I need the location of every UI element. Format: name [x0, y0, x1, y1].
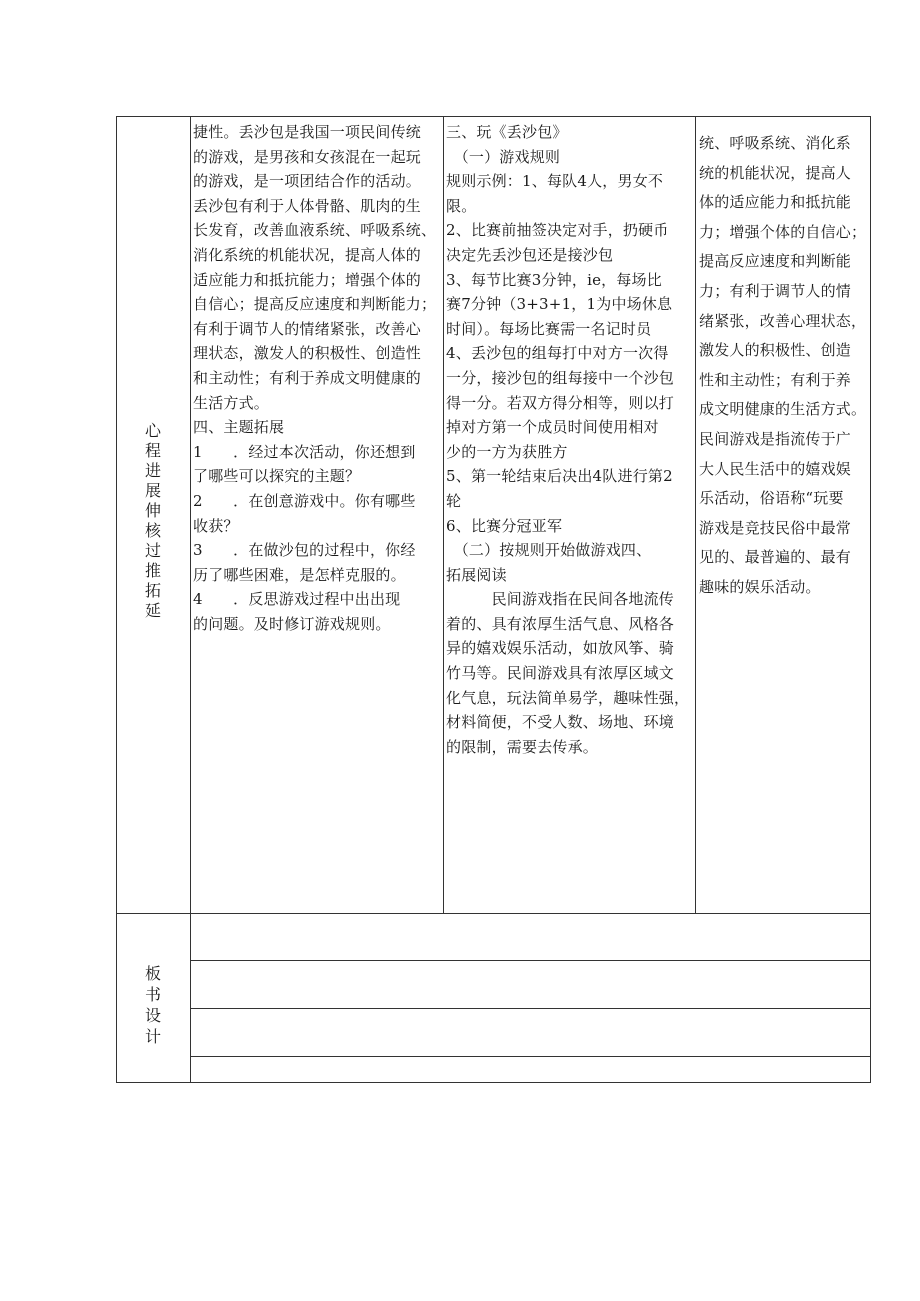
text-line: 限。 [446, 196, 477, 215]
text-line: 材料简便，不受人数、场地、环境 [446, 713, 675, 732]
text-line: 的游戏，是男孩和女孩混在一起玩 [193, 147, 422, 166]
text-line: （一）游戏规则 [446, 147, 561, 166]
text-line: 竹马等。民间游戏具有浓厚区域文 [446, 664, 675, 683]
text-line: 激发人的积极性、创造 [699, 341, 852, 360]
text-line: 力；增强个体的自信心； [699, 222, 867, 241]
label-char: 延 [144, 601, 161, 620]
label-char: 心 [144, 421, 161, 440]
content-column-2 [446, 120, 695, 910]
board-row-line-2 [190, 1008, 870, 1009]
text-line: 的游戏，是一项团结合作的活动。 [193, 172, 422, 191]
text-line: 3 ．在做沙包的过程中，你经 [193, 541, 416, 560]
text-line: 的问题。及时修订游戏规则。 [193, 614, 391, 633]
text-line: 丢沙包有利于人体骨骼、肌肉的生 [193, 196, 422, 215]
text-line: 民间游戏是指流传于广 [699, 429, 852, 448]
label-char: 拓 [144, 581, 161, 600]
text-line: 4、丢沙包的组每打中对方一次得 [446, 344, 669, 363]
text-line: 游戏是竞技民俗中最常 [699, 518, 852, 537]
text-line: 成文明健康的生活方式。 [699, 400, 867, 419]
text-line: 长发育，改善血液系统、呼吸系统、 [193, 221, 437, 240]
text-line: （二）按规则开始做游戏四、 [446, 541, 652, 560]
text-line: 理状态，激发人的积极性、创造性 [193, 344, 422, 363]
label-char: 核 [144, 521, 161, 540]
text-line: 大人民生活中的嬉戏娱 [699, 459, 852, 478]
text-line: 2 ．在创意游戏中。你有哪些 [193, 491, 416, 510]
text-line: 化气息，玩法简单易学，趣味性强， [446, 688, 690, 707]
board-row-line-3 [190, 1056, 870, 1057]
text-line: 历了哪些困难，是怎样克服的。 [193, 565, 406, 584]
text-line: 乐活动，俗语称“玩要 [699, 489, 844, 508]
text-line: 3、每节比赛3分钟，ie，每场比 [446, 270, 662, 289]
text-line: 性和主动性；有利于养 [699, 370, 852, 389]
text-line: 力；有利于调节人的情 [699, 281, 852, 300]
text-line: 见的、最普遍的、最有 [699, 548, 852, 567]
text-line: 适应能力和抵抗能力；增强个体的 [193, 270, 422, 289]
text-line: 4 ．反思游戏过程中出出现 [193, 590, 401, 609]
text-line: 了哪些可以探究的主题？ [193, 467, 361, 486]
text-line: 轮 [446, 491, 462, 510]
text-line: 趣味的娱乐活动。 [699, 577, 821, 596]
text-line: 提高反应速度和判断能 [699, 252, 852, 271]
content-column-3 [699, 129, 871, 909]
label-char: 程 [144, 441, 161, 460]
label-char: 展 [144, 481, 161, 500]
text-line: 2、比赛前抽签决定对手，扔硬币 [446, 221, 669, 240]
divider-col2-col3 [695, 117, 696, 913]
board-row-line-1 [190, 960, 870, 961]
label-char: 过 [144, 541, 161, 560]
text-line: 体的适应能力和抵抗能 [699, 193, 852, 212]
lesson-plan-table [116, 116, 871, 1083]
label-char: 板 [144, 964, 161, 983]
divider-col1-col2 [443, 117, 444, 913]
text-line: 少的一方为获胜方 [446, 442, 568, 461]
text-line: 时间）。每场比赛需一名记时员 [446, 319, 652, 338]
text-line: 掉对方第一个成员时间使用相对 [446, 418, 659, 437]
text-line: 和主动性；有利于养成文明健康的 [193, 368, 422, 387]
text-line: 的限制，需要去传承。 [446, 737, 599, 756]
text-line: 四、主题拓展 [193, 418, 285, 437]
text-line: 生活方式。 [193, 393, 270, 412]
text-line: 三、玩《丢沙包》 [446, 123, 568, 141]
text-line: 统的机能状况，提高人 [699, 163, 852, 182]
label-char: 书 [144, 985, 161, 1004]
divider-section [117, 913, 870, 914]
text-line: 异的嬉戏娱乐活动，如放风筝、骑 [446, 639, 675, 658]
label-char: 推 [144, 561, 161, 580]
text-line: 规则示例：1、每队4人，男女不 [446, 172, 664, 191]
label-char: 进 [144, 461, 161, 480]
text-line: 6、比赛分冠亚军 [446, 516, 563, 535]
board-design-label [138, 963, 168, 1047]
text-line: 赛7分钟（3+3+1，1为中场休息 [446, 295, 673, 314]
label-char: 伸 [144, 501, 161, 520]
text-line: 得一分。若双方得分相等，则以打 [446, 393, 675, 412]
divider-label-column [190, 117, 191, 1082]
text-line: 捷性。丢沙包是我国一项民间传统 [193, 123, 422, 141]
text-line: 决定先丢沙包还是接沙包 [446, 245, 614, 264]
label-char [138, 421, 168, 621]
text-line: 1 ．经过本次活动，你还想到 [193, 442, 416, 461]
text-line: 统、呼吸系统、消化系 [699, 134, 852, 152]
board-label-text [138, 963, 168, 1047]
label-char: 设 [144, 1006, 161, 1025]
text-line: 收获？ [193, 516, 239, 535]
text-line: 消化系统的机能状况，提高人体的 [193, 245, 422, 264]
text-line: 拓展阅读 [446, 565, 507, 584]
content-column-1 [193, 120, 443, 910]
text-line: 5、第一轮结束后决出4队进行第2 [446, 467, 673, 486]
text-line: 一分，接沙包的组每接中一个沙包 [446, 368, 675, 387]
text-line: 自信心；提高反应速度和判断能力； [193, 295, 437, 314]
text-line: 绪紧张，改善心理状态， [699, 311, 867, 330]
process-section-label [138, 421, 168, 621]
label-char: 计 [144, 1027, 161, 1046]
text-line: 着的、具有浓厚生活气息、风格各 [446, 614, 675, 633]
text-line: 民间游戏指在民间各地流传 [446, 590, 675, 609]
text-line: 有利于调节人的情绪紧张，改善心 [193, 319, 422, 338]
